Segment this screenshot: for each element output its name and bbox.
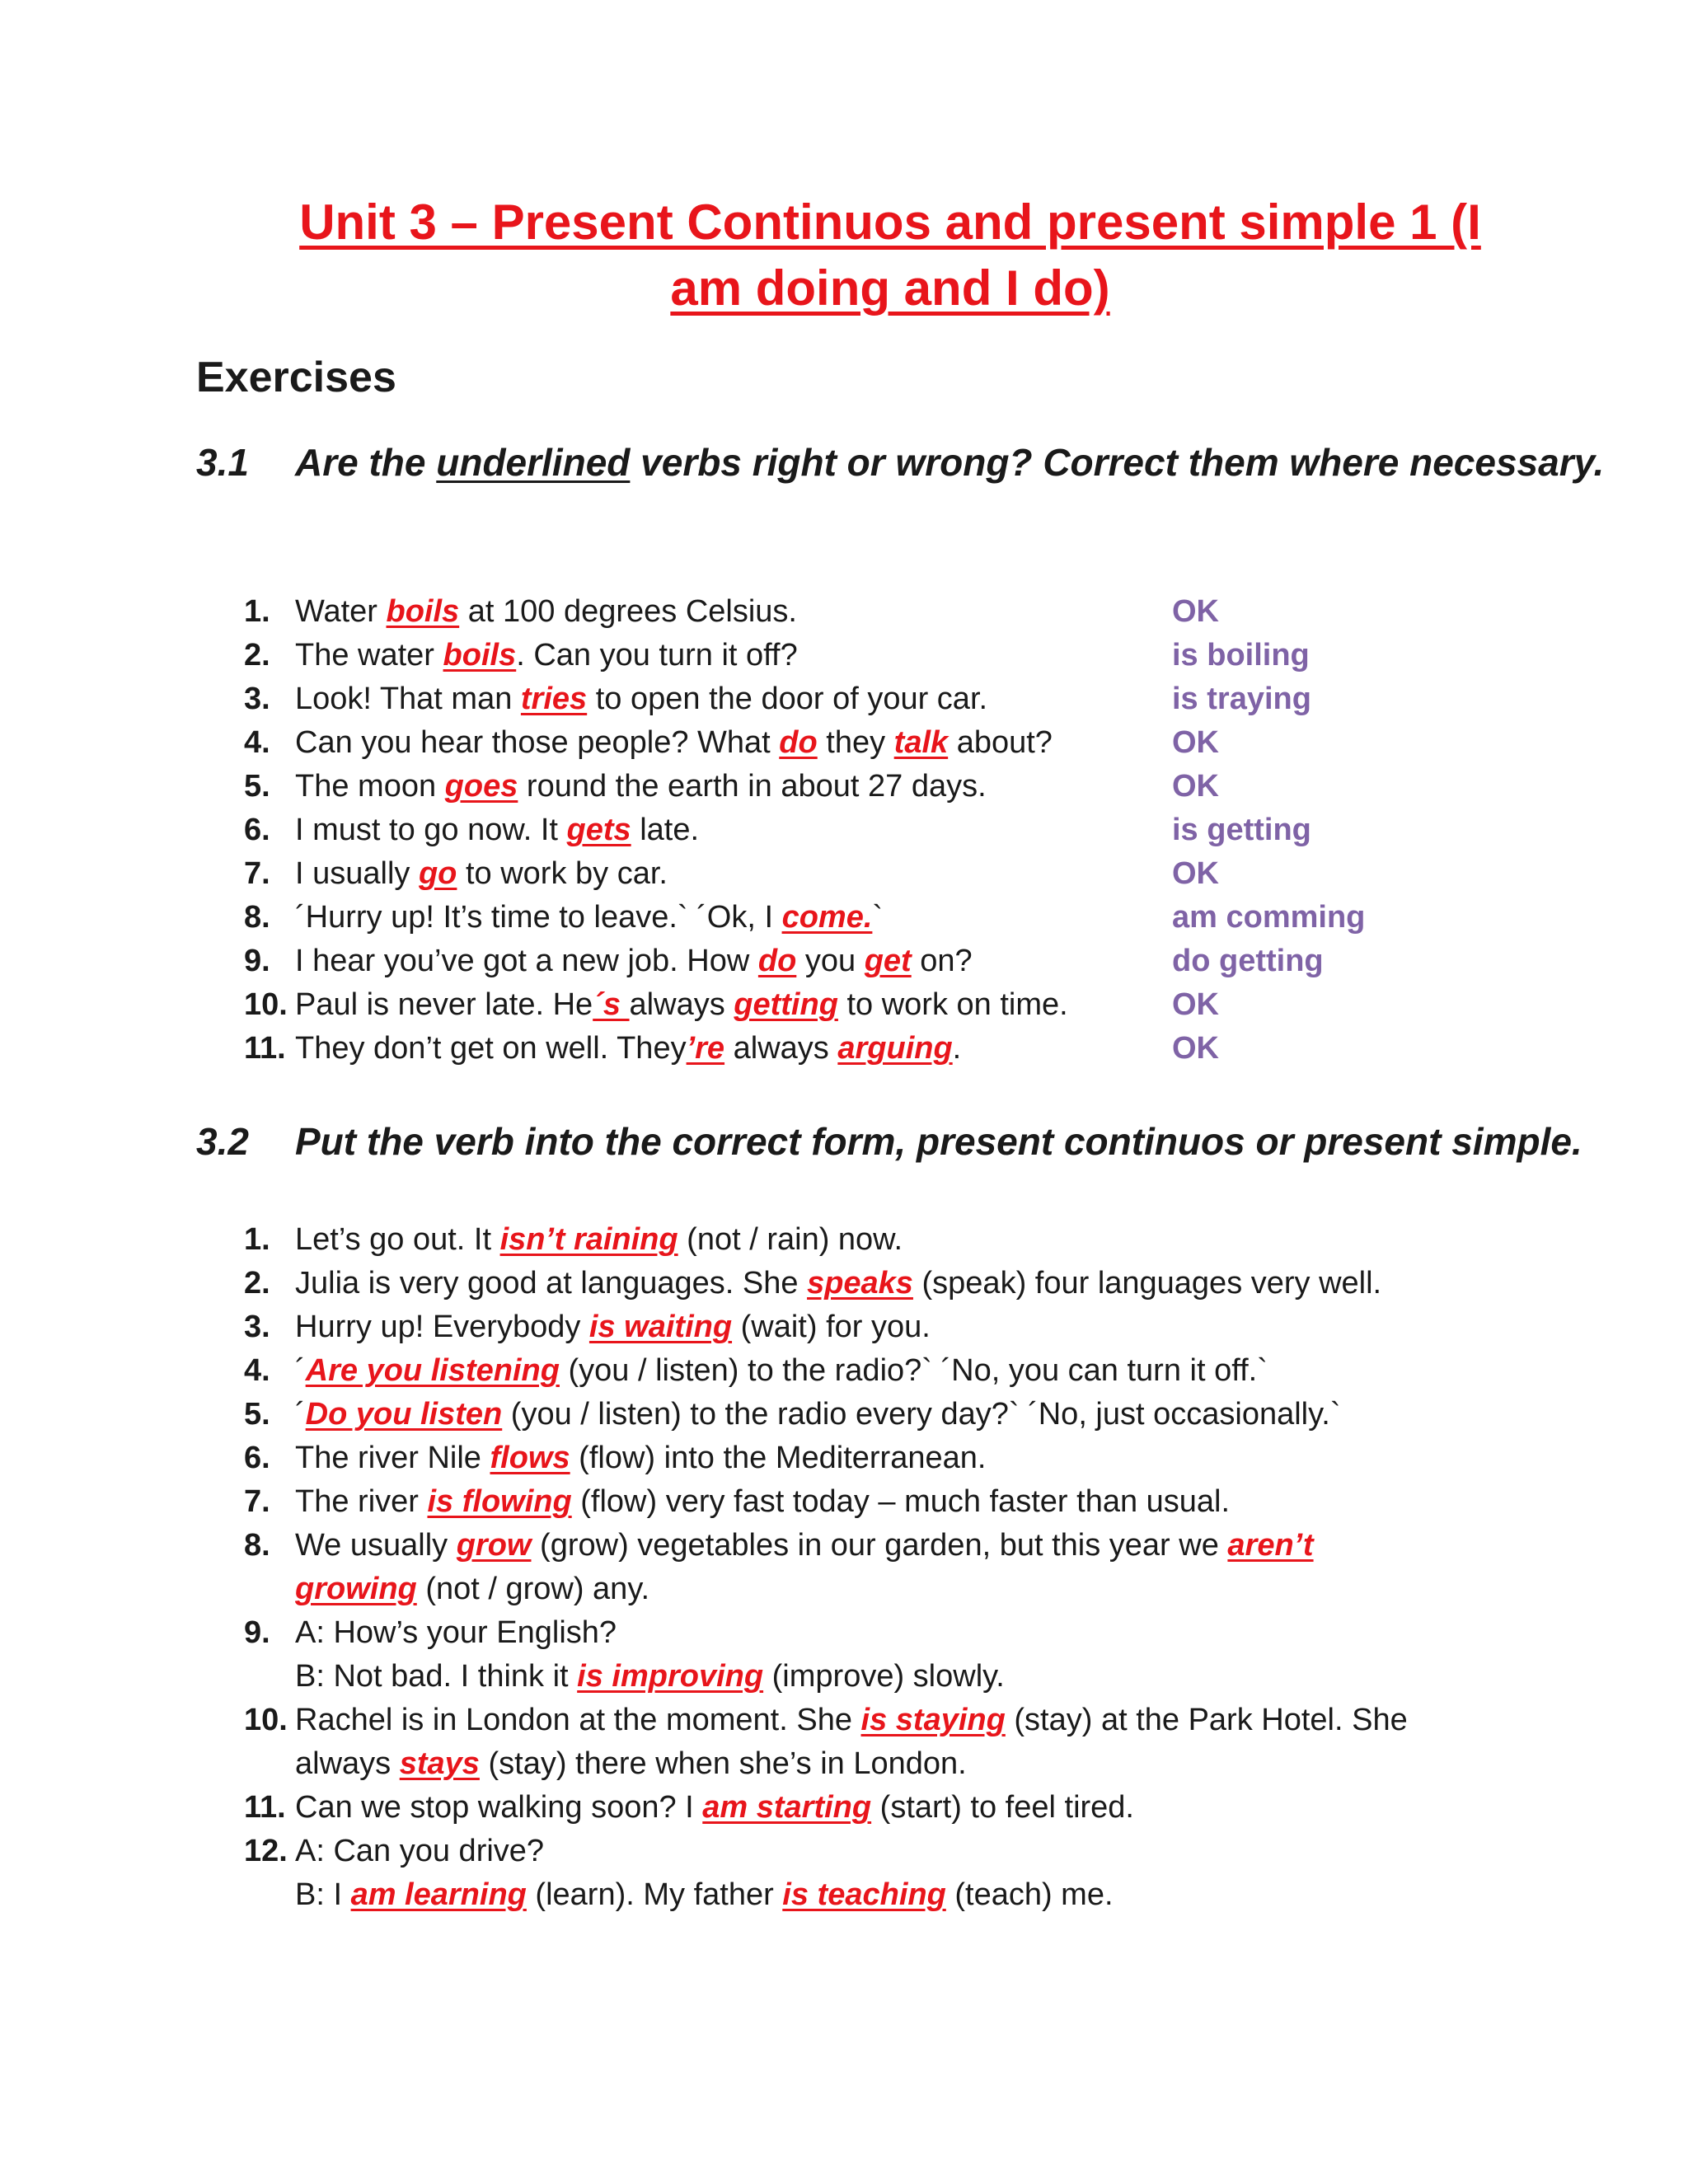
item-number: 8.: [244, 1528, 270, 1563]
item-number: 8.: [244, 900, 270, 935]
highlighted-verb: speaks: [807, 1266, 913, 1301]
sentence: [295, 1524, 1314, 1568]
sentence: [295, 1349, 1268, 1393]
highlighted-verb: talk: [893, 725, 949, 760]
sentence-text: ´Hurry up! It’s time to leave.` ´Ok, I: [295, 900, 782, 935]
sentence: [295, 1830, 544, 1873]
highlighted-verb: is improving: [577, 1659, 764, 1694]
section-number: 3.2: [196, 1120, 249, 1163]
highlighted-verb: growing: [295, 1572, 417, 1606]
sentence-text: Hurry up! Everybody: [295, 1310, 589, 1344]
sentence-text: I usually: [295, 856, 419, 891]
sentence-text: Let’s go out. It: [295, 1222, 500, 1257]
highlighted-verb: come.: [781, 900, 873, 935]
sentence-text: you: [796, 944, 865, 978]
item-number: 2.: [244, 1266, 270, 1301]
sentence-text: ´: [295, 1397, 306, 1432]
highlighted-verb: grow: [456, 1528, 532, 1563]
highlighted-verb: get: [864, 944, 912, 978]
sentence-text: (you / listen) to the radio every day?` ´No, just occasionally.`: [502, 1397, 1341, 1432]
sentence: [295, 1262, 1381, 1305]
sentence: [295, 1611, 617, 1655]
sentence-text: always: [295, 1746, 400, 1781]
sentence-text: Julia is very good at languages. She: [295, 1266, 808, 1301]
sentence: [295, 1218, 903, 1262]
item-number: 4.: [244, 1353, 270, 1388]
correction-answer: OK: [1172, 769, 1219, 804]
sentence-text: Can you hear those people? What: [295, 725, 780, 760]
sentence-text: round the earth in about 27 days.: [518, 769, 987, 804]
sentence-text: They don’t get on well. They: [295, 1031, 687, 1066]
sentence-text: (learn). My father: [526, 1877, 783, 1912]
item-number: 9.: [244, 1615, 270, 1650]
sentence-text: The water: [295, 638, 443, 673]
sentence: [295, 1655, 1005, 1699]
item-number: 6.: [244, 813, 270, 847]
sentence-text: (improve) slowly.: [763, 1659, 1005, 1694]
sentence: [295, 677, 987, 721]
section-number: 3.1: [196, 441, 249, 484]
sentence: [295, 808, 699, 852]
highlighted-verb: am learning: [350, 1877, 527, 1912]
section-instruction: Put the verb into the correct form, present continuos or present simple.: [295, 1120, 1582, 1163]
highlighted-verb: aren’t: [1227, 1528, 1314, 1563]
sentence: [295, 634, 798, 677]
section-instruction: Are the underlined verbs right or wrong? Correct them where necessary.: [295, 441, 1605, 484]
highlighted-verb: go: [418, 856, 457, 891]
highlighted-verb: ´s: [593, 987, 630, 1022]
sentence: [295, 940, 973, 983]
highlighted-verb: do: [757, 944, 797, 978]
sentence-text: (grow) vegetables in our garden, but this year we: [531, 1528, 1228, 1563]
item-number: 6.: [244, 1441, 270, 1475]
item-number: 11.: [244, 1031, 286, 1066]
item-number: 1.: [244, 594, 270, 629]
highlighted-verb: boils: [443, 638, 517, 673]
highlighted-verb: goes: [444, 769, 518, 804]
sentence-text: to work by car.: [457, 856, 668, 891]
highlighted-verb: flows: [490, 1441, 570, 1475]
item-number: 3.: [244, 682, 270, 716]
sentence-text: about?: [948, 725, 1053, 760]
sentence: [295, 896, 883, 940]
highlighted-verb: do: [779, 725, 818, 760]
sentence-text: (you / listen) to the radio?` ´No, you can turn it off.`: [559, 1353, 1268, 1388]
sentence-text: Rachel is in London at the moment. She: [295, 1703, 861, 1737]
sentence-text: Can we stop walking soon? I: [295, 1790, 703, 1825]
sentence: [295, 1873, 1114, 1917]
item-number: 7.: [244, 1484, 270, 1519]
correction-answer: do getting: [1172, 944, 1324, 978]
correction-answer: OK: [1172, 594, 1219, 629]
sentence: [295, 590, 797, 634]
item-number: 4.: [244, 725, 270, 760]
sentence-text: (wait) for you.: [732, 1310, 931, 1344]
correction-answer: is getting: [1172, 813, 1311, 847]
sentence-text: Paul is never late. He: [295, 987, 593, 1022]
correction-answer: am comming: [1172, 900, 1366, 935]
sentence: [295, 1305, 931, 1349]
sentence-text: to open the door of your car.: [587, 682, 988, 716]
highlighted-verb: is waiting: [588, 1310, 733, 1344]
correction-answer: OK: [1172, 1031, 1219, 1066]
sentence-text: at 100 degrees Celsius.: [459, 594, 797, 629]
sentence-text: (not / rain) now.: [678, 1222, 903, 1257]
sentence-text: (teach) me.: [945, 1877, 1114, 1912]
highlighted-verb: getting: [734, 987, 838, 1022]
title-line-2: am doing and I do): [670, 260, 1110, 316]
sentence-text: .: [952, 1031, 962, 1066]
item-number: 5.: [244, 1397, 270, 1432]
sentence: [295, 852, 668, 896]
sentence-text: (stay) there when she’s in London.: [479, 1746, 967, 1781]
sentence: [295, 1393, 1341, 1436]
sentence: [295, 1786, 1134, 1830]
sentence-text: We usually: [295, 1528, 457, 1563]
sentence-text: they: [817, 725, 894, 760]
highlighted-verb: stays: [399, 1746, 480, 1781]
sentence-text: B: I: [295, 1877, 351, 1912]
sentence-text: The moon: [295, 769, 445, 804]
sentence-text: . Can you turn it off?: [516, 638, 798, 673]
highlighted-verb: ’re: [686, 1031, 725, 1066]
item-number: 9.: [244, 944, 270, 978]
sentence: [295, 1480, 1230, 1524]
sentence-text: (not / grow) any.: [416, 1572, 650, 1606]
sentence-text: B: Not bad. I think it: [295, 1659, 578, 1694]
highlighted-verb: is teaching: [782, 1877, 946, 1912]
item-number: 2.: [244, 638, 270, 673]
title-line-1: Unit 3 – Present Continuos and present simple 1 (I: [299, 194, 1481, 250]
highlighted-verb: arguing: [837, 1031, 953, 1066]
sentence-text: Look! That man: [295, 682, 521, 716]
item-number: 7.: [244, 856, 270, 891]
sentence: [295, 1699, 1408, 1742]
highlighted-verb: tries: [520, 682, 588, 716]
item-number: 1.: [244, 1222, 270, 1257]
highlighted-verb: Do you listen: [305, 1397, 503, 1432]
sentence-text: always: [629, 987, 734, 1022]
correction-answer: OK: [1172, 725, 1219, 760]
sentence-text: late.: [631, 813, 700, 847]
sentence: [295, 765, 987, 808]
correction-answer: OK: [1172, 987, 1219, 1022]
sentence: [295, 1436, 986, 1480]
item-number: 3.: [244, 1310, 270, 1344]
correction-answer: OK: [1172, 856, 1219, 891]
highlighted-verb: am starting: [702, 1790, 872, 1825]
sentence-text: on?: [911, 944, 973, 978]
highlighted-verb: is flowing: [427, 1484, 572, 1519]
sentence-text: I must to go now. It: [295, 813, 567, 847]
correction-answer: is boiling: [1172, 638, 1310, 673]
sentence-text: A: Can you drive?: [295, 1834, 545, 1868]
sentence-text: The river Nile: [295, 1441, 490, 1475]
item-number: 12.: [244, 1834, 288, 1868]
item-number: 11.: [244, 1790, 286, 1825]
sentence: [295, 1742, 967, 1786]
sentence-text: to work on time.: [837, 987, 1068, 1022]
sentence: [295, 983, 1068, 1027]
sentence-text: (start) to feel tired.: [871, 1790, 1134, 1825]
sentence: [295, 1568, 649, 1611]
sentence-text: ´: [295, 1353, 306, 1388]
highlighted-verb: isn’t raining: [499, 1222, 678, 1257]
page-title: [272, 190, 1508, 321]
sentence-text: (flow) into the Mediterranean.: [570, 1441, 987, 1475]
sentence-text: (stay) at the Park Hotel. She: [1005, 1703, 1408, 1737]
sentence: [295, 1027, 961, 1071]
sentence-text: Water: [295, 594, 387, 629]
highlighted-verb: is staying: [860, 1703, 1006, 1737]
sentence-text: A: How’s your English?: [295, 1615, 617, 1650]
underlined-word: underlined: [436, 441, 631, 484]
sentence-text: The river: [295, 1484, 428, 1519]
exercises-label: Exercises: [196, 354, 396, 401]
sentence: [295, 721, 1053, 765]
item-number: 5.: [244, 769, 270, 804]
highlighted-verb: gets: [566, 813, 631, 847]
sentence-text: `: [872, 900, 884, 935]
sentence-text: (flow) very fast today – much faster than usual.: [571, 1484, 1231, 1519]
sentence-text: (speak) four languages very well.: [912, 1266, 1382, 1301]
item-number: 10.: [244, 1703, 288, 1737]
highlighted-verb: Are you listening: [305, 1353, 560, 1388]
correction-answer: is traying: [1172, 682, 1311, 716]
item-number: 10.: [244, 987, 288, 1022]
sentence-text: I hear you’ve got a new job. How: [295, 944, 758, 978]
highlighted-verb: boils: [386, 594, 460, 629]
sentence-text: always: [724, 1031, 838, 1066]
